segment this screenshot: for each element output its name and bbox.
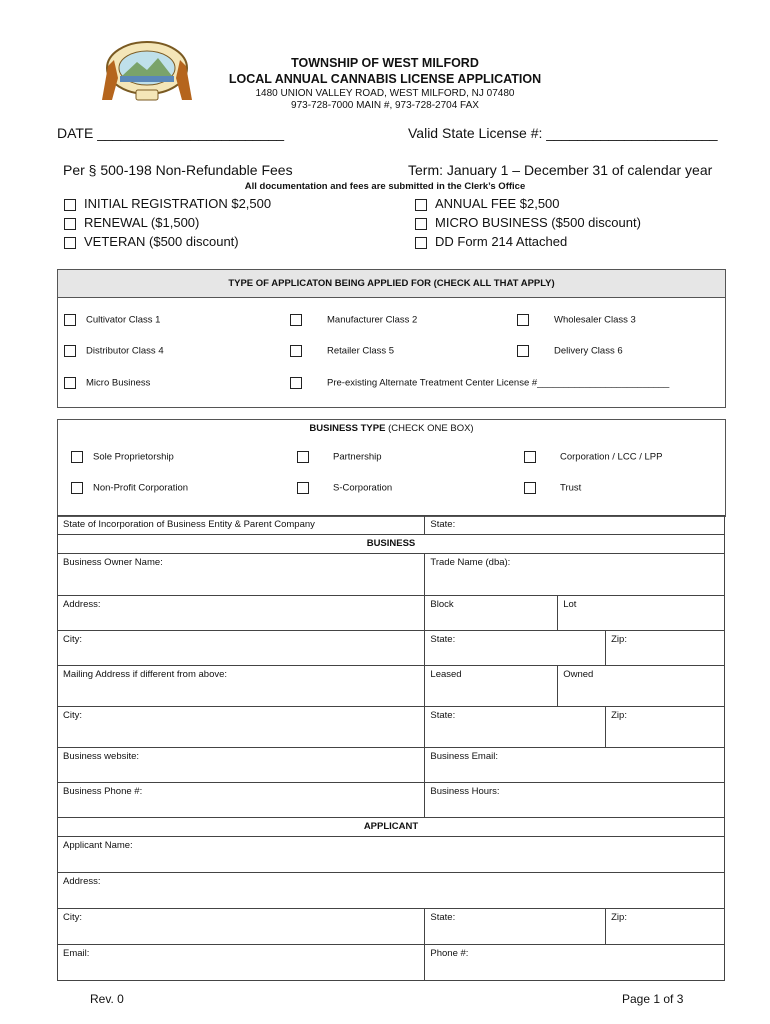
business-type-header: BUSINESS TYPE (CHECK ONE BOX) [309, 423, 474, 434]
date-field[interactable]: DATE ________________________ [57, 125, 285, 141]
business-phone-field[interactable]: Business Phone #: [58, 783, 425, 818]
type-wholesaler[interactable]: Wholesaler Class 3 [517, 314, 636, 326]
revision-label: Rev. 0 [90, 992, 124, 1006]
business-hours-field[interactable]: Business Hours: [425, 783, 725, 818]
business-type-box [57, 419, 726, 517]
business-zip-field[interactable]: Zip: [606, 631, 725, 666]
form-title: LOCAL ANNUAL CANNABIS LICENSE APPLICATION [228, 72, 542, 86]
application-type-header: TYPE OF APPLICATON BEING APPLIED FOR (CHECK ALL THAT APPLY) [58, 270, 725, 298]
business-state-field[interactable]: State: [425, 631, 606, 666]
page-number: Page 1 of 3 [622, 992, 684, 1006]
business-section-header: BUSINESS [58, 535, 725, 554]
applicant-state-field[interactable]: State: [425, 909, 606, 945]
lot-field[interactable]: Lot [558, 596, 725, 631]
btype-sole[interactable]: Sole Proprietorship [71, 451, 174, 463]
type-manufacturer[interactable]: Manufacturer Class 2 [290, 314, 417, 326]
org-phone: 973-728-7000 MAIN #, 973-728-2704 FAX [291, 100, 479, 111]
business-applicant-table [57, 515, 725, 981]
mailing-address-field[interactable]: Mailing Address if different from above: [58, 666, 425, 707]
btype-corporation[interactable]: Corporation / LCC / LPP [524, 451, 662, 463]
applicant-city-field[interactable]: City: [58, 909, 425, 945]
applicant-section-header: APPLICANT [58, 818, 725, 837]
state-license-field[interactable]: Valid State License #: ______________________ [408, 125, 718, 141]
checkbox[interactable] [64, 237, 76, 249]
business-city-field[interactable]: City: [58, 631, 425, 666]
type-preexisting-atc[interactable]: Pre-existing Alternate Treatment Center License #_________________________ [290, 377, 669, 389]
fees-label: Per § 500-198 Non-Refundable Fees [63, 162, 293, 178]
fee-veteran-option[interactable]: VETERAN ($500 discount) [64, 234, 239, 249]
btype-trust[interactable]: Trust [524, 482, 581, 494]
checkbox[interactable] [64, 199, 76, 211]
owned-field[interactable]: Owned [558, 666, 725, 707]
business-address-field[interactable]: Address: [58, 596, 425, 631]
btype-scorp[interactable]: S-Corporation [297, 482, 392, 494]
btype-nonprofit[interactable]: Non-Profit Corporation [71, 482, 188, 494]
incorporation-state-field[interactable]: State: [425, 516, 725, 535]
mailing-state-field[interactable]: State: [425, 707, 606, 748]
type-micro-business[interactable]: Micro Business [64, 377, 150, 389]
fee-dd214-option[interactable]: DD Form 214 Attached [415, 234, 567, 249]
incorporation-field[interactable]: State of Incorporation of Business Entity & Parent Company [58, 516, 425, 535]
btype-partnership[interactable]: Partnership [297, 451, 382, 463]
trade-name-field[interactable]: Trade Name (dba): [425, 554, 725, 596]
fee-renewal-option[interactable]: RENEWAL ($1,500) [64, 215, 199, 230]
type-cultivator[interactable]: Cultivator Class 1 [64, 314, 160, 326]
checkbox[interactable] [415, 199, 427, 211]
township-seal [92, 38, 202, 104]
term-label: Term: January 1 – December 31 of calendar year [408, 162, 713, 178]
checkbox[interactable] [415, 218, 427, 230]
applicant-zip-field[interactable]: Zip: [606, 909, 725, 945]
business-email-field[interactable]: Business Email: [425, 748, 725, 783]
applicant-phone-field[interactable]: Phone #: [425, 945, 725, 981]
fee-annual-option[interactable]: ANNUAL FEE $2,500 [415, 196, 560, 211]
applicant-address-field[interactable]: Address: [58, 873, 725, 909]
type-retailer[interactable]: Retailer Class 5 [290, 345, 394, 357]
applicant-email-field[interactable]: Email: [58, 945, 425, 981]
fee-micro-option[interactable]: MICRO BUSINESS ($500 discount) [415, 215, 641, 230]
checkbox[interactable] [415, 237, 427, 249]
org-address: 1480 UNION VALLEY ROAD, WEST MILFORD, NJ 07480 [255, 88, 515, 99]
type-distributor[interactable]: Distributor Class 4 [64, 345, 164, 357]
mailing-city-field[interactable]: City: [58, 707, 425, 748]
business-owner-field[interactable]: Business Owner Name: [58, 554, 425, 596]
fee-initial-option[interactable]: INITIAL REGISTRATION $2,500 [64, 196, 271, 211]
leased-field[interactable]: Leased [425, 666, 558, 707]
checkbox[interactable] [64, 218, 76, 230]
mailing-zip-field[interactable]: Zip: [606, 707, 725, 748]
applicant-name-field[interactable]: Applicant Name: [58, 837, 725, 873]
block-field[interactable]: Block [425, 596, 558, 631]
clerk-note: All documentation and fees are submitted in the Clerk’s Office [244, 181, 526, 192]
org-name: TOWNSHIP OF WEST MILFORD [291, 56, 479, 70]
type-delivery[interactable]: Delivery Class 6 [517, 345, 623, 357]
business-website-field[interactable]: Business website: [58, 748, 425, 783]
